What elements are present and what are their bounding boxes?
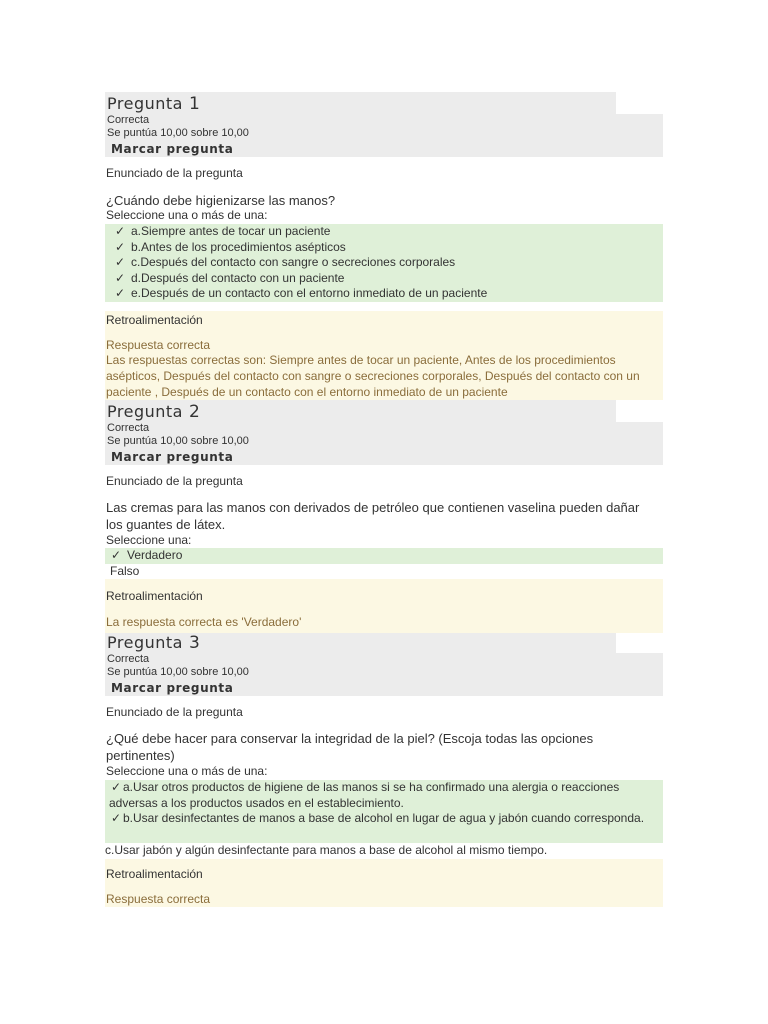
answer-option[interactable]: Falso: [110, 564, 140, 578]
statement-label: Enunciado de la pregunta: [106, 166, 243, 180]
answer-options: [105, 224, 663, 302]
feedback-box: [105, 579, 663, 633]
check-icon: ✓: [110, 548, 122, 562]
question-status: Correcta: [107, 114, 150, 126]
answer-option[interactable]: ✓ b.Antes de los procedimientos asépticos: [109, 240, 346, 256]
answer-option[interactable]: c.Usar jabón y algún desinfectante para manos a base de alcohol al mismo tiempo.: [105, 843, 548, 857]
statement-label: Enunciado de la pregunta: [106, 705, 243, 719]
question-text: ¿Qué debe hacer para conservar la integridad de la piel? (Escoja todas las opciones pertinentes): [106, 731, 594, 763]
check-icon: ✓: [114, 286, 126, 300]
question-title: Pregunta 1: [107, 94, 201, 114]
check-icon: ✓: [114, 224, 126, 238]
question-status: Correcta: [107, 653, 150, 665]
answer-option[interactable]: ✓ d.Después del contacto con un paciente: [109, 271, 344, 287]
flag-question-link[interactable]: Marcar pregunta: [111, 142, 234, 156]
check-icon: ✓: [110, 780, 122, 794]
question-status: Correcta: [107, 422, 150, 434]
feedback-result: Respuesta correcta: [106, 892, 211, 906]
answer-instruction: Seleccione una o más de una:: [106, 764, 268, 778]
answer-option[interactable]: ✓ b.Usar desinfectantes de manos a base de alcohol en lugar de agua y jabón cuando corresponda.: [110, 811, 645, 825]
question-score: Se puntúa 10,00 sobre 10,00: [107, 435, 249, 447]
question-score: Se puntúa 10,00 sobre 10,00: [107, 127, 249, 139]
answer-option[interactable]: ✓ Verdadero: [105, 548, 182, 564]
answer-option-selected-bg: [105, 548, 663, 564]
statement-label: Enunciado de la pregunta: [106, 474, 243, 488]
question-title: Pregunta 3: [107, 633, 201, 653]
question-score: Se puntúa 10,00 sobre 10,00: [107, 666, 249, 678]
check-icon: ✓: [114, 239, 126, 254]
feedback-title: Retroalimentación: [106, 589, 203, 603]
feedback-result: La respuesta correcta es 'Verdadero': [106, 615, 302, 629]
feedback-result: Respuesta correcta: [106, 338, 211, 352]
feedback-box: [105, 859, 663, 907]
flag-question-link[interactable]: Marcar pregunta: [111, 450, 234, 464]
check-icon: ✓: [114, 270, 126, 285]
question-text: Las cremas para las manos con derivados de petróleo que contienen vaselina pueden dañar los guantes de látex.: [106, 500, 640, 532]
answer-options: [105, 780, 663, 843]
answer-option[interactable]: ✓ c.Después del contacto con sangre o secreciones corporales: [109, 255, 455, 271]
answer-option[interactable]: ✓ e.Después de un contacto con el entorno inmediato de un paciente: [109, 286, 487, 302]
feedback-box: [105, 311, 663, 400]
feedback-correct-answers: Las respuestas correctas son: Siempre antes de tocar un paciente, Antes de los procedimientos asépticos, Después del contacto con sangre o secreciones corporales, Después del contacto con un paciente , Después de un contacto con el entorno inmediato de un paciente: [106, 353, 640, 399]
check-icon: ✓: [110, 811, 122, 825]
question-title: Pregunta 2: [107, 402, 201, 422]
feedback-title: Retroalimentación: [106, 867, 203, 881]
answer-instruction: Seleccione una:: [106, 533, 192, 547]
answer-option[interactable]: ✓ a.Siempre antes de tocar un paciente: [109, 224, 330, 240]
check-icon: ✓: [114, 255, 126, 269]
answer-instruction: Seleccione una o más de una:: [106, 208, 268, 222]
flag-question-link[interactable]: Marcar pregunta: [111, 681, 234, 695]
feedback-title: Retroalimentación: [106, 313, 203, 327]
question-text: ¿Cuándo debe higienizarse las manos?: [106, 193, 336, 208]
answer-option[interactable]: ✓ a.Usar otros productos de higiene de las manos si se ha confirmado una alergia o reacciones adversas a los productos usados en el establecimiento.: [109, 780, 620, 810]
